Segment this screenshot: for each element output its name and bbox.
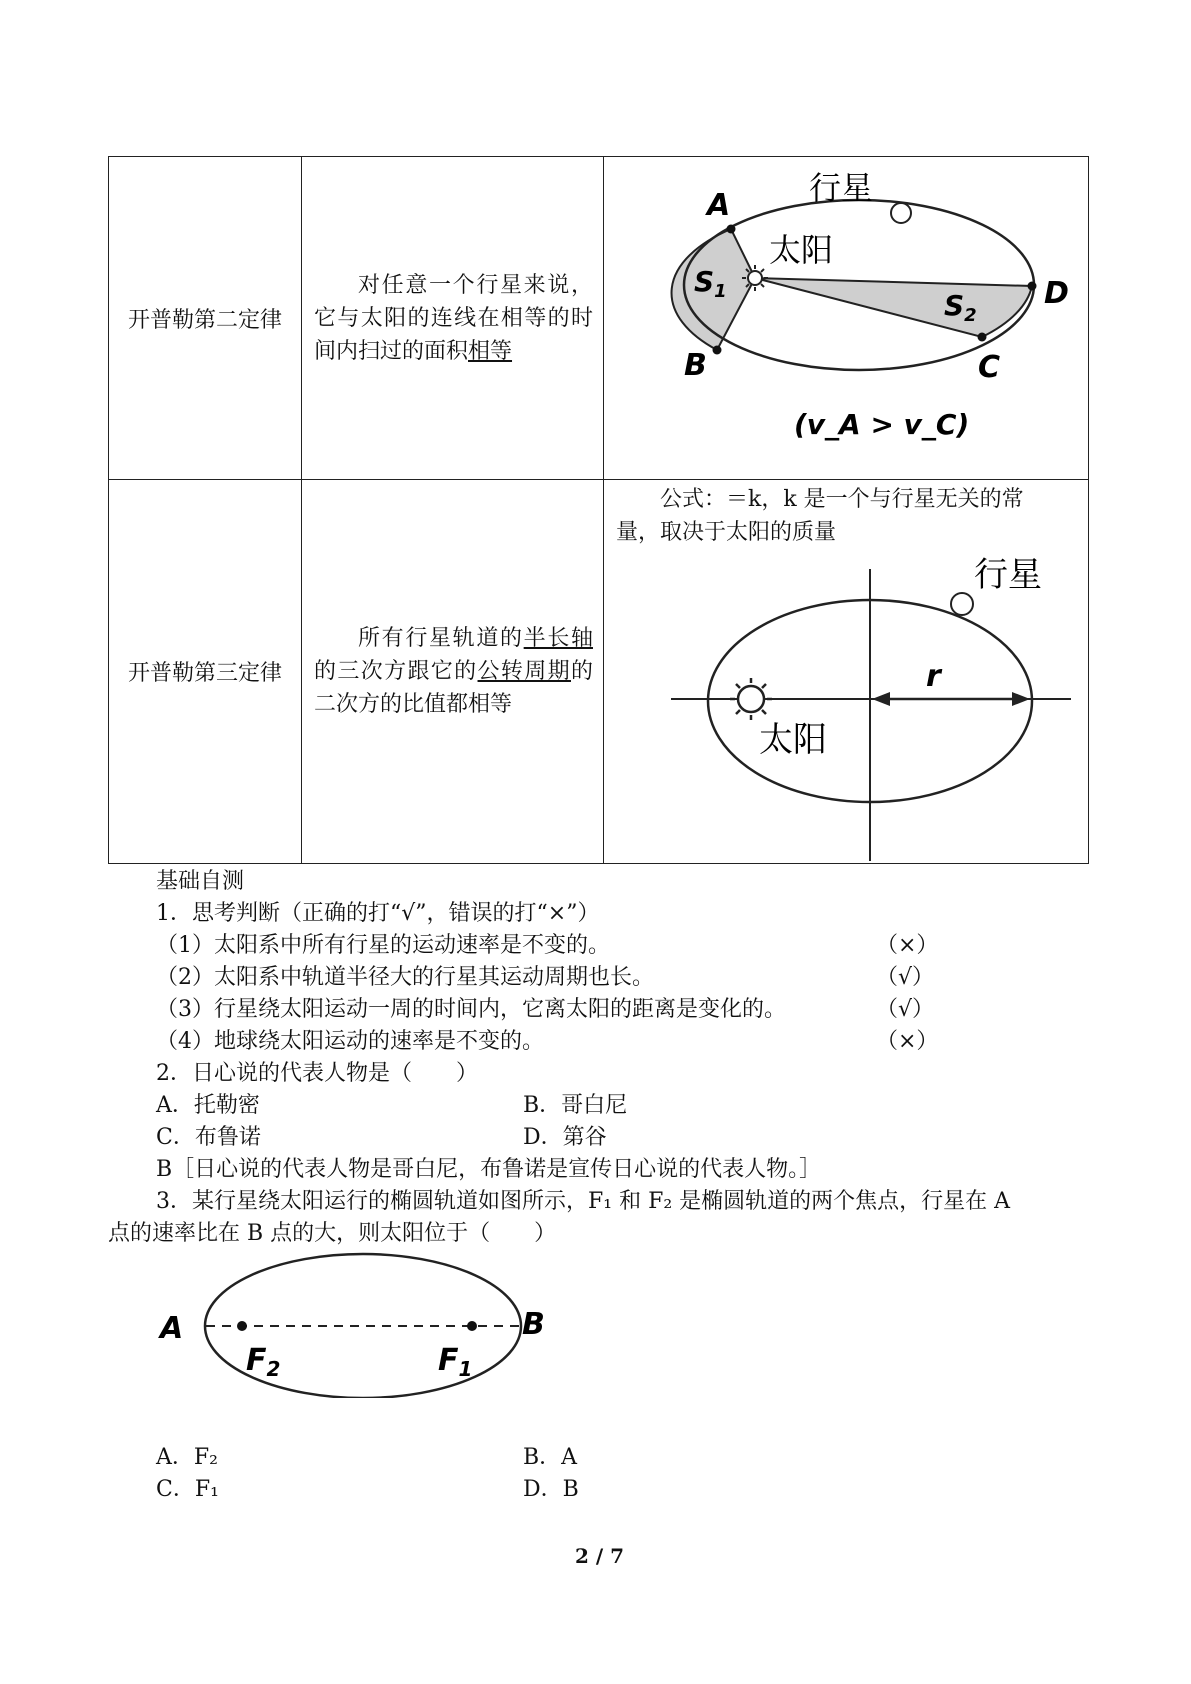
kepler-laws-table	[108, 156, 1089, 864]
label-c: C	[978, 350, 1001, 385]
label-s1: $S_1$	[694, 265, 727, 302]
arrow-head-right	[1012, 692, 1030, 706]
page-number: 2 / 7	[575, 1544, 625, 1568]
q2-option-d: D．第谷	[523, 1125, 607, 1150]
planet-icon	[951, 593, 973, 615]
law-figure-cell	[604, 480, 1089, 864]
q3-option-b: B．A	[523, 1445, 578, 1470]
law-description: 对任意一个行星来说，它与太阳的连线在相等的时间内扫过的面积相等	[314, 272, 593, 364]
formula-text: 公式：＝k，k 是一个与行星无关的常 量，取决于太阳的质量	[616, 487, 1024, 545]
q2-title: 2．日心说的代表人物是（ ）	[156, 1061, 478, 1086]
q2-option-a: A．托勒密	[156, 1093, 260, 1118]
q1-item: （1）太阳系中所有行星的运动速率是不变的。	[156, 933, 610, 958]
second-law-figure	[604, 157, 1089, 475]
table-row	[109, 480, 1089, 864]
section-heading: 基础自测	[156, 869, 245, 894]
law-name: 开普勒第三定律	[127, 661, 282, 686]
law-figure-cell	[604, 157, 1089, 480]
law-desc-cell	[302, 157, 604, 480]
q3-orbit-figure	[150, 1238, 570, 1398]
q2-option-c: C．布鲁诺	[156, 1125, 261, 1150]
label-a: A	[707, 188, 731, 223]
point-b	[713, 346, 722, 355]
label-planet: 行星	[809, 169, 874, 207]
q1-answer: （×）	[876, 933, 939, 958]
point-a	[727, 225, 736, 234]
label-s2: $S_2$	[944, 289, 977, 326]
q1-title: 1．思考判断（正确的打“√”，错误的打“×”）	[156, 901, 600, 926]
q1-item: （4）地球绕太阳运动的速率是不变的。	[156, 1029, 544, 1054]
table-row	[109, 157, 1089, 480]
q1-answer: （×）	[876, 1029, 939, 1054]
q2-answer: B［日心说的代表人物是哥白尼，布鲁诺是宣传日心说的代表人物。］	[156, 1157, 822, 1182]
label-b: B	[522, 1307, 545, 1342]
label-sun: 太阳	[759, 720, 827, 760]
label-f2: $F_2$	[246, 1343, 281, 1381]
arrow-head-left	[872, 692, 890, 706]
label-r: r	[926, 659, 941, 694]
law-name-cell	[109, 157, 302, 480]
focus-f1	[467, 1321, 477, 1331]
law-name-cell	[109, 480, 302, 864]
q3-title-line1: 3．某行星绕太阳运行的椭圆轨道如图所示，F₁ 和 F₂ 是椭圆轨道的两个焦点，行星在 A	[156, 1189, 1011, 1214]
q1-answer: （√）	[876, 997, 935, 1022]
point-d	[1028, 282, 1037, 291]
law-description: 所有行星轨道的半长轴的三次方跟它的公转周期的二次方的比值都相等	[314, 626, 593, 717]
q3-option-c: C．F₁	[156, 1477, 219, 1502]
label-f1: $F_1$	[438, 1343, 473, 1381]
label-sun: 太阳	[769, 231, 834, 269]
q2-option-b: B．哥白尼	[523, 1093, 628, 1118]
area-s2	[755, 278, 1032, 337]
q1-answer: （√）	[876, 965, 935, 990]
label-planet: 行星	[974, 555, 1042, 595]
third-law-figure	[604, 546, 1089, 864]
q3-title-line2: 点的速率比在 B 点的大，则太阳位于（ ）	[108, 1221, 557, 1246]
speed-caption: (v_A > v_C)	[794, 408, 970, 441]
q3-option-d: D．B	[523, 1477, 579, 1502]
law-name: 开普勒第二定律	[127, 307, 282, 333]
planet-icon	[891, 203, 911, 223]
label-a: A	[160, 1311, 184, 1346]
label-b: B	[684, 348, 707, 383]
q1-item: （2）太阳系中轨道半径大的行星其运动周期也长。	[156, 965, 654, 990]
label-d: D	[1044, 276, 1069, 311]
law-desc-cell	[302, 480, 604, 864]
focus-f2	[237, 1321, 247, 1331]
point-c	[978, 333, 987, 342]
q3-option-a: A．F₂	[156, 1445, 218, 1470]
q1-item: （3）行星绕太阳运动一周的时间内，它离太阳的距离是变化的。	[156, 997, 786, 1022]
